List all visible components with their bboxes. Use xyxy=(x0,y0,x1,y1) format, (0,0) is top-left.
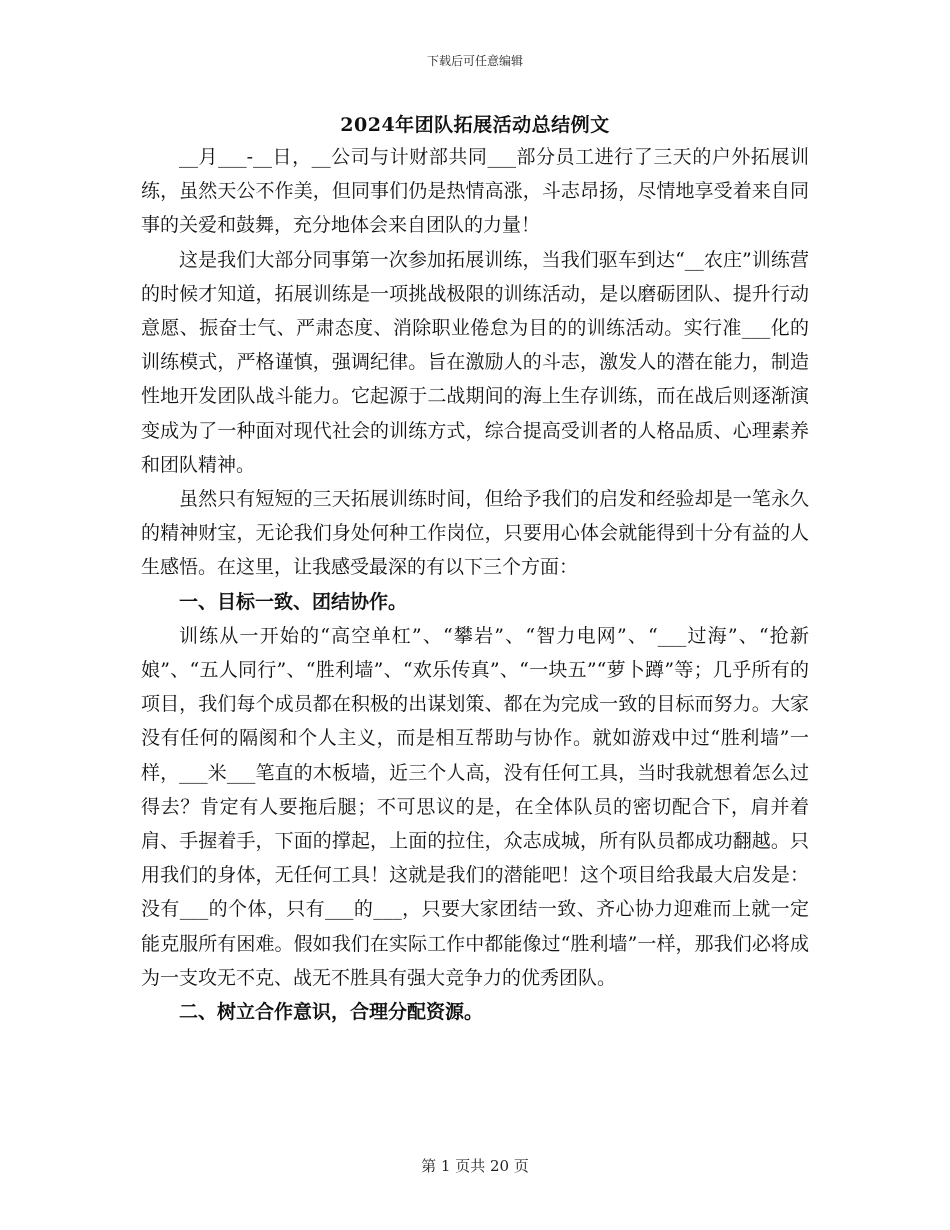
page-footer: 第 1 页共 20 页 xyxy=(421,1157,529,1175)
paragraph-1: __月___-__日，__公司与计财部共同___部分员工进行了三天的户外拓展训练，虽然天公不作美，但同事们仍是热情高涨，斗志昂扬，尽情地享受着来自同事的关爱和鼓舞，充分地体会来自团队的力量！ xyxy=(141,146,809,237)
section-heading-2: 二、树立合作意识，合理分配资源。 xyxy=(179,1001,484,1024)
paragraph-4: 训练从一开始的“高空单杠”、“攀岩”、“智力电网”、“___过海”、“抢新娘”、“五人同行”、“胜利墙”、“欢乐传真”、“一块五”“萝卜蹲”等；几乎所有的项目，我们每个成员都在积极的出谋划策、都在为完成一致的目标而努力。大家没有任何的隔阂和个人主义，而是相互帮助与协作。就如游戏中过“胜利墙”一样，___米___笔直的木板墙，近三个人高，没有任何工具，当时我就想着怎么过得去？肯定有人要拖后腿；不可思议的是，在全体队员的密切配合下，肩并着肩、手握着手，下面的撑起，上面的拉住，众志成城，所有队员都成功翻越。只用我们的身体，无任何工具！这就是我们的潜能吧！这个项目给我最大启发是：没有___的个体，只有___的___，只要大家团结一致、齐心协力迎难而上就一定能克服所有困难。假如我们在实际工作中都能像过“胜利墙”一样，那我们必将成为一支攻无不克、战无不胜具有强大竞争力的优秀团队。 xyxy=(141,624,809,989)
document-body xyxy=(141,140,809,1029)
paragraph-2: 这是我们大部分同事第一次参加拓展训练，当我们驱车到达“__农庄”训练营的时候才知道，拓展训练是一项挑战极限的训练活动，是以磨砺团队、提升行动意愿、振奋士气、严肃态度、消除职业倦怠为目的的训练活动。实行准___化的训练模式，严格谨慎，强调纪律。旨在激励人的斗志，激发人的潜在能力，制造性地开发团队战斗能力。它起源于二战期间的海上生存训练，而在战后则逐渐演变成为了一种面对现代社会的训练方式，综合提高受训者的人格品质、心理素养和团队精神。 xyxy=(141,248,809,476)
document-title: 2024年团队拓展活动总结例文 xyxy=(340,114,610,136)
section-heading-1: 一、目标一致、团结协作。 xyxy=(179,590,408,613)
paragraph-3: 虽然只有短短的三天拓展训练时间，但给予我们的启发和经验却是一笔永久的精神财宝，无论我们身处何种工作岗位，只要用心体会就能得到十分有益的人生感悟。在这里，让我感受最深的有以下三个方面： xyxy=(141,488,809,579)
page-header: 下载后可任意编辑 xyxy=(426,54,523,68)
